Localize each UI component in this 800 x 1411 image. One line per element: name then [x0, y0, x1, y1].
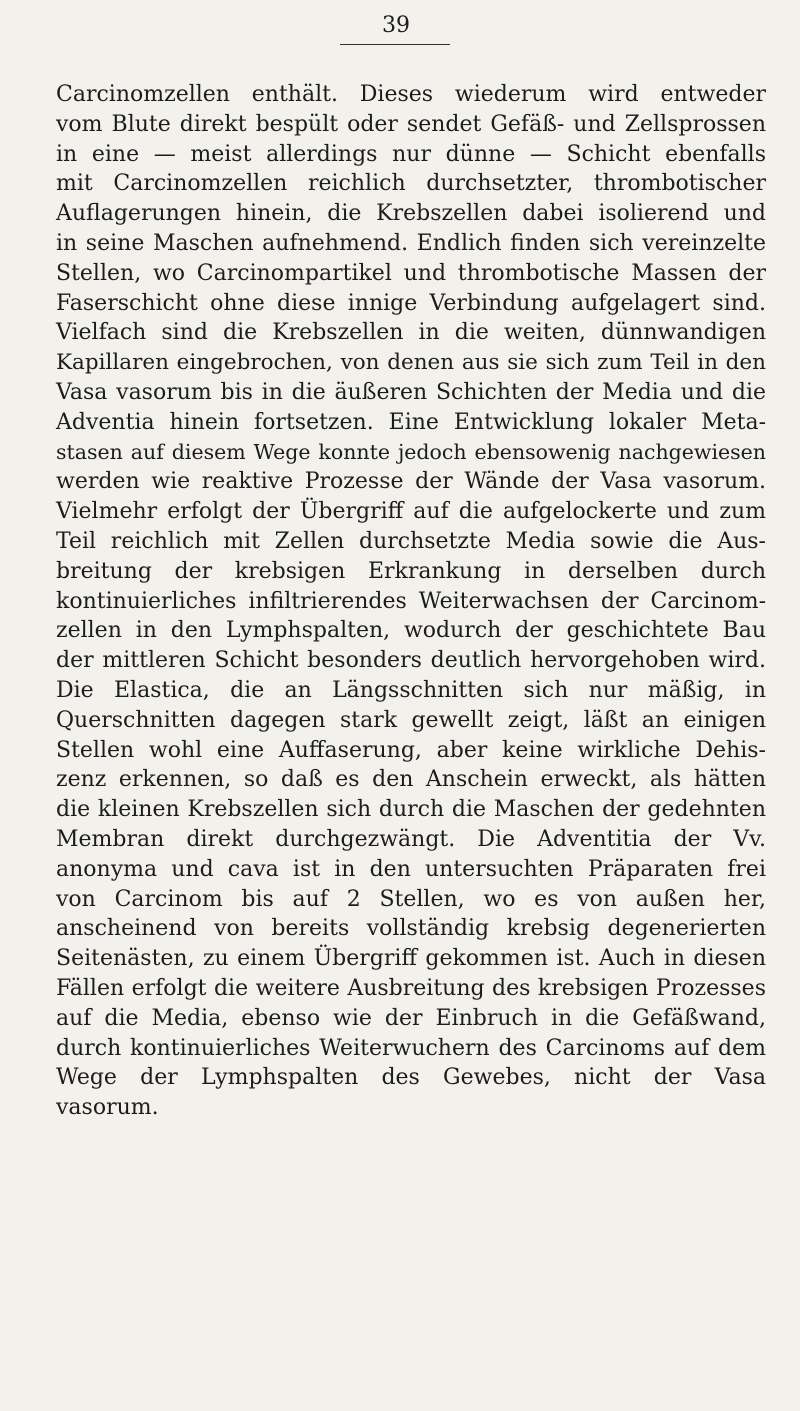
text-line: vasorum. — [56, 1095, 159, 1121]
text-line: die kleinen Krebszellen sich durch die Maschen der gedehnten — [56, 797, 766, 823]
text-line: breitung der krebsigen Erkrankung in derselben durch — [56, 558, 766, 584]
text-line: Vielfach sind die Krebszellen in die weiten, dünnwandigen — [56, 320, 766, 346]
text-line: Fällen erfolgt die weitere Ausbreitung des krebsigen Prozesses — [56, 975, 766, 1001]
text-line: in seine Maschen aufnehmend. Endlich finden sich vereinzelte — [56, 230, 766, 256]
text-line: mit Carcinomzellen reichlich durchsetzter, thrombotischer — [56, 171, 766, 197]
text-line: Stellen, wo Carcinompartikel und thrombotische Massen der — [56, 260, 766, 286]
text-line: Die Elastica, die an Längsschnitten sich nur mäßig, in — [56, 677, 766, 703]
text-line: von Carcinom bis auf 2 Stellen, wo es von außen her, — [56, 886, 766, 912]
body-paragraph — [56, 80, 766, 1123]
text-line: Kapillaren eingebrochen, von denen aus sie sich zum Teil in den — [56, 350, 766, 376]
text-line: vom Blute direkt bespült oder sendet Gefäß- und Zellsprossen — [56, 111, 766, 137]
text-line: durch kontinuierliches Weiterwuchern des Carcinoms auf dem — [56, 1035, 766, 1061]
text-line: anscheinend von bereits vollständig krebsig degenerierten — [56, 916, 766, 942]
text-line: Adventia hinein fortsetzen. Eine Entwicklung lokaler Meta- — [56, 409, 766, 435]
text-line: Seitenästen, zu einem Übergriff gekommen ist. Auch in diesen — [56, 946, 766, 972]
text-line: auf die Media, ebenso wie der Einbruch in die Gefäßwand, — [56, 1005, 766, 1031]
text-line: kontinuierliches infiltrierendes Weiterwachsen der Carcinom- — [56, 588, 766, 614]
text-line: Vielmehr erfolgt der Übergriff auf die aufgelockerte und zum — [56, 499, 766, 525]
page-number: 39 — [382, 13, 410, 38]
header-rule — [340, 44, 450, 45]
text-line: stasen auf diesem Wege konnte jedoch ebensowenig nachgewiesen — [56, 439, 766, 464]
text-line: werden wie reaktive Prozesse der Wände der Vasa vasorum. — [56, 469, 766, 495]
text-line: zenz erkennen, so daß es den Anschein erweckt, als hätten — [56, 767, 766, 793]
text-line: Wege der Lymphspalten des Gewebes, nicht der Vasa — [56, 1065, 766, 1091]
text-line: anonyma und cava ist in den untersuchten Präparaten frei — [56, 856, 766, 882]
text-line: Faserschicht ohne diese innige Verbindung aufgelagert sind. — [56, 290, 766, 316]
text-line: der mittleren Schicht besonders deutlich hervorgehoben wird. — [56, 648, 766, 674]
text-line: Stellen wohl eine Auffaserung, aber keine wirkliche Dehis- — [56, 737, 766, 763]
text-line: Teil reichlich mit Zellen durchsetzte Media sowie die Aus- — [56, 528, 766, 554]
text-line: Membran direkt durchgezwängt. Die Adventitia der Vv. — [56, 826, 766, 852]
text-line: Vasa vasorum bis in die äußeren Schichten der Media und die — [56, 379, 766, 405]
text-line: Querschnitten dagegen stark gewellt zeigt, läßt an einigen — [56, 707, 766, 733]
text-line: zellen in den Lymphspalten, wodurch der geschichtete Bau — [56, 618, 766, 644]
text-line: Auflagerungen hinein, die Krebszellen dabei isolierend und — [56, 201, 766, 227]
text-line: Carcinomzellen enthält. Dieses wiederum wird entweder — [56, 82, 766, 107]
text-line: in eine — meist allerdings nur dünne — Schicht ebenfalls — [56, 141, 766, 167]
